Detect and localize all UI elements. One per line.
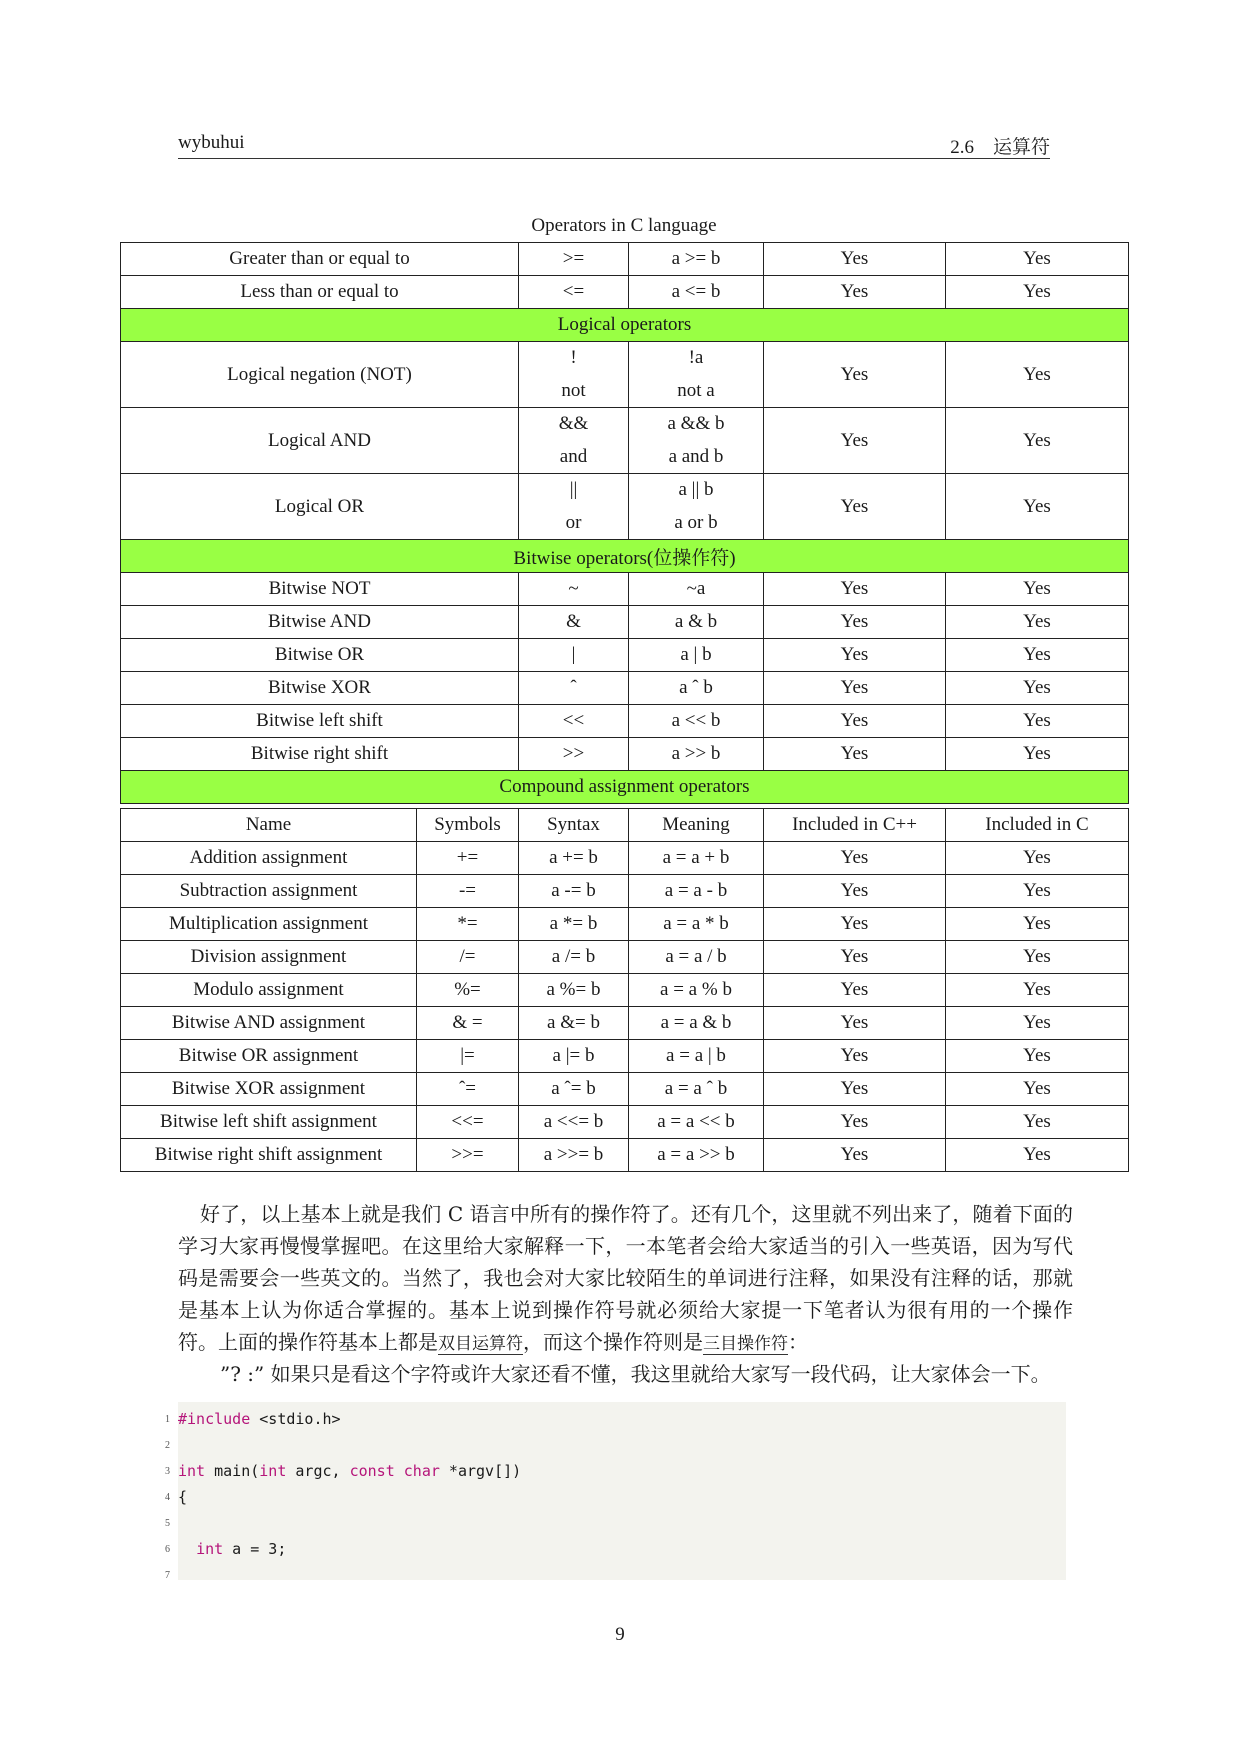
table-row	[121, 243, 1129, 276]
table-cell: a <<= b	[519, 1106, 629, 1139]
column-header: Included in C++	[764, 809, 946, 842]
code-line	[165, 1540, 1058, 1566]
table-cell: Yes	[946, 842, 1129, 875]
table-cell: Yes	[764, 1007, 946, 1040]
table-cell: Yes	[764, 1139, 946, 1172]
table-caption: Operators in C language	[531, 215, 717, 236]
code-token	[178, 1540, 196, 1558]
table-cell: Yes	[946, 908, 1129, 941]
syntax-cell: a && b	[629, 408, 764, 441]
table-cell: a << b	[629, 705, 764, 738]
table-cell: >>	[519, 738, 629, 771]
table-cell: Yes	[946, 1073, 1129, 1106]
table-row	[121, 941, 1129, 974]
table-cell: a >= b	[629, 243, 764, 276]
table-cell: a += b	[519, 842, 629, 875]
c-support-cell: Yes	[946, 408, 1129, 474]
table-cell: a = a + b	[629, 842, 764, 875]
table-cell: >=	[519, 243, 629, 276]
table-cell: Less than or equal to	[121, 276, 519, 309]
code-line	[165, 1488, 1058, 1514]
table-cell: Yes	[764, 875, 946, 908]
table-cell: Subtraction assignment	[121, 875, 417, 908]
header-author: wybuhui	[178, 132, 245, 153]
table-cell: a >>= b	[519, 1139, 629, 1172]
code-token: *argv[])	[439, 1462, 522, 1480]
code-text	[178, 1488, 187, 1506]
code-text	[178, 1410, 341, 1428]
line-number: 6	[165, 1544, 170, 1555]
table-group-row	[121, 540, 1129, 573]
table-row	[121, 974, 1129, 1007]
code-token: argc,	[286, 1462, 350, 1480]
table-row	[121, 573, 1129, 606]
table-cell: a *= b	[519, 908, 629, 941]
table-cell: a ˆ= b	[519, 1073, 629, 1106]
table-cell: Yes	[764, 639, 946, 672]
line-number: 3	[165, 1466, 170, 1477]
line-number: 2	[165, 1440, 170, 1451]
code-text	[178, 1540, 286, 1558]
table-cell: Division assignment	[121, 941, 417, 974]
table-row	[121, 1040, 1129, 1073]
table-cell: Greater than or equal to	[121, 243, 519, 276]
column-header: Symbols	[417, 809, 519, 842]
table-cell: Bitwise right shift assignment	[121, 1139, 417, 1172]
table-cell: Yes	[764, 672, 946, 705]
table-cell: Yes	[946, 1007, 1129, 1040]
term-binary-operator: 双目运算符	[438, 1334, 523, 1354]
table-cell: -=	[417, 875, 519, 908]
line-number: 7	[165, 1570, 170, 1581]
table-cell: a -= b	[519, 875, 629, 908]
table-cell: Modulo assignment	[121, 974, 417, 1007]
table-cell: *=	[417, 908, 519, 941]
column-header: Syntax	[519, 809, 629, 842]
syntax-cell: !a	[629, 342, 764, 375]
table-cell: ~	[519, 573, 629, 606]
table-cell: a |= b	[519, 1040, 629, 1073]
table-cell: Yes	[764, 1073, 946, 1106]
cpp-support-cell: Yes	[764, 342, 946, 408]
code-line	[165, 1566, 1058, 1592]
code-keyword: int	[259, 1462, 287, 1480]
table-cell: Bitwise XOR	[121, 672, 519, 705]
table-cell: Multiplication assignment	[121, 908, 417, 941]
table-row	[121, 639, 1129, 672]
table-cell: Yes	[764, 243, 946, 276]
table-cell: Yes	[946, 276, 1129, 309]
table-cell: &	[519, 606, 629, 639]
table-cell: Yes	[946, 974, 1129, 1007]
paragraph-text: 好了，以上基本上就是我们 C 语言中所有的操作符了。还有几个，这里就不列出来了，随着下面的学习大家再慢慢掌握吧。在这里给大家解释一下，一本笔者会给大家适当的引入一些英语，因为写代码是需要会一些英文的。当然了，我也会对大家比较陌生的单词进行注释，如果没有注释的话，那就是基本上认为你适合掌握的。基本上说到操作符号就必须给大家提一下笔者认为很有用的一个操作符。上面的操作符基本上都是	[178, 1202, 1073, 1354]
table-cell: Yes	[946, 243, 1129, 276]
table-cell: Yes	[946, 573, 1129, 606]
code-line	[165, 1514, 1058, 1540]
table-cell: a <= b	[629, 276, 764, 309]
table-cell: a & b	[629, 606, 764, 639]
table-cell: a ˆ b	[629, 672, 764, 705]
table-cell: a &= b	[519, 1007, 629, 1040]
table-row	[121, 738, 1129, 771]
table-cell: Yes	[764, 1106, 946, 1139]
table-cell: Yes	[946, 941, 1129, 974]
group-heading: Bitwise operators(位操作符)	[121, 540, 1129, 573]
table-group-row	[121, 771, 1129, 804]
syntax-cell: a || b	[629, 474, 764, 507]
table-cell: Yes	[946, 1139, 1129, 1172]
table-cell: Yes	[764, 1040, 946, 1073]
table-row	[121, 1073, 1129, 1106]
table-cell: Yes	[946, 1106, 1129, 1139]
table-cell: ˆ=	[417, 1073, 519, 1106]
c-support-cell: Yes	[946, 474, 1129, 540]
line-number: 1	[165, 1414, 170, 1425]
code-keyword: int	[196, 1540, 224, 1558]
table-cell: |=	[417, 1040, 519, 1073]
syntax-alt-cell: a and b	[629, 441, 764, 474]
code-line	[165, 1436, 1058, 1462]
paragraph-text-mid: ，而这个操作符则是	[523, 1330, 703, 1354]
page-number: 9	[615, 1624, 625, 1645]
table-cell: %=	[417, 974, 519, 1007]
table-cell: Yes	[764, 606, 946, 639]
symbol-alt-cell: not	[519, 375, 629, 408]
paragraph-operators-summary	[178, 1198, 1073, 1360]
code-keyword: const	[349, 1462, 395, 1480]
operator-name-cell: Logical AND	[121, 408, 519, 474]
table-cell: Yes	[764, 908, 946, 941]
table-row	[121, 672, 1129, 705]
code-keyword: int	[178, 1462, 206, 1480]
table-cell: a = a | b	[629, 1040, 764, 1073]
compound-assignment-table	[120, 808, 1129, 1172]
table-cell: Bitwise AND assignment	[121, 1007, 417, 1040]
table-row	[121, 1106, 1129, 1139]
table-cell: Yes	[946, 1040, 1129, 1073]
table-cell: Yes	[764, 974, 946, 1007]
operator-name-cell: Logical OR	[121, 474, 519, 540]
table-row	[121, 705, 1129, 738]
column-header: Meaning	[629, 809, 764, 842]
code-line	[165, 1410, 1058, 1436]
table-cell: Yes	[764, 738, 946, 771]
group-heading: Compound assignment operators	[121, 771, 1129, 804]
table-row	[121, 342, 1129, 375]
table-cell: a = a / b	[629, 941, 764, 974]
table-row	[121, 842, 1129, 875]
column-header: Name	[121, 809, 417, 842]
table-header-row	[121, 809, 1129, 842]
table-cell: & =	[417, 1007, 519, 1040]
table-cell: Yes	[946, 672, 1129, 705]
code-line	[165, 1462, 1058, 1488]
table-row	[121, 276, 1129, 309]
code-block	[165, 1402, 1066, 1581]
table-cell: a /= b	[519, 941, 629, 974]
table-cell: Yes	[946, 738, 1129, 771]
table-cell: /=	[417, 941, 519, 974]
table-cell: Bitwise XOR assignment	[121, 1073, 417, 1106]
code-keyword: char	[403, 1462, 440, 1480]
running-header	[178, 132, 1050, 159]
syntax-alt-cell: a or b	[629, 507, 764, 540]
line-number: 4	[165, 1492, 170, 1503]
table-cell: a = a - b	[629, 875, 764, 908]
cpp-support-cell: Yes	[764, 474, 946, 540]
table-cell: Yes	[946, 639, 1129, 672]
line-number: 5	[165, 1518, 170, 1529]
table-cell: Bitwise OR	[121, 639, 519, 672]
symbol-alt-cell: and	[519, 441, 629, 474]
table-cell: Yes	[946, 606, 1129, 639]
table-cell: Bitwise left shift assignment	[121, 1106, 417, 1139]
header-section: 2.6 运算符	[950, 137, 1050, 158]
symbol-cell: &&	[519, 408, 629, 441]
table-cell: a = a & b	[629, 1007, 764, 1040]
table-row	[121, 1007, 1129, 1040]
table-group-row	[121, 309, 1129, 342]
table-cell: Addition assignment	[121, 842, 417, 875]
table-cell: a = a * b	[629, 908, 764, 941]
code-token: a = 3;	[223, 1540, 287, 1558]
code-text	[178, 1462, 521, 1480]
cpp-support-cell: Yes	[764, 408, 946, 474]
table-row	[121, 408, 1129, 441]
table-cell: <=	[519, 276, 629, 309]
table-cell: <<=	[417, 1106, 519, 1139]
table-cell: Bitwise OR assignment	[121, 1040, 417, 1073]
table-cell: a = a << b	[629, 1106, 764, 1139]
table-cell: a = a ˆ b	[629, 1073, 764, 1106]
code-token: {	[178, 1488, 188, 1506]
table-cell: Yes	[764, 573, 946, 606]
c-support-cell: Yes	[946, 342, 1129, 408]
syntax-alt-cell: not a	[629, 375, 764, 408]
table-cell: a = a % b	[629, 974, 764, 1007]
table-cell: Yes	[946, 705, 1129, 738]
symbol-alt-cell: or	[519, 507, 629, 540]
table-cell: <<	[519, 705, 629, 738]
symbol-cell: ||	[519, 474, 629, 507]
table-row	[121, 875, 1129, 908]
operator-name-cell: Logical negation (NOT)	[121, 342, 519, 408]
table-row	[121, 908, 1129, 941]
term-ternary-operator: 三目操作符	[703, 1334, 788, 1354]
table-cell: Bitwise left shift	[121, 705, 519, 738]
table-cell: ~a	[629, 573, 764, 606]
column-header: Included in C	[946, 809, 1129, 842]
table-row	[121, 606, 1129, 639]
table-row	[121, 1139, 1129, 1172]
table-cell: a | b	[629, 639, 764, 672]
code-keyword: #include	[178, 1410, 251, 1428]
operators-table-part1	[120, 242, 1129, 804]
table-cell: ˆ	[519, 672, 629, 705]
table-cell: Yes	[764, 842, 946, 875]
table-cell: |	[519, 639, 629, 672]
table-cell: Bitwise NOT	[121, 573, 519, 606]
table-cell: a %= b	[519, 974, 629, 1007]
paragraph-ternary-intro: ”? :” 如果只是看这个字符或许大家还看不懂，我这里就给大家写一段代码，让大家体会一下。	[220, 1362, 1051, 1386]
symbol-cell: !	[519, 342, 629, 375]
table-row	[121, 474, 1129, 507]
table-cell: Bitwise right shift	[121, 738, 519, 771]
code-token	[395, 1462, 404, 1480]
paragraph-text-end: ：	[788, 1330, 808, 1354]
group-heading: Logical operators	[121, 309, 1129, 342]
table-cell: >>=	[417, 1139, 519, 1172]
table-cell: Yes	[764, 705, 946, 738]
table-cell: +=	[417, 842, 519, 875]
table-cell: a = a >> b	[629, 1139, 764, 1172]
table-cell: Bitwise AND	[121, 606, 519, 639]
table-cell: Yes	[764, 276, 946, 309]
table-cell: Yes	[946, 875, 1129, 908]
code-token: <stdio.h>	[250, 1410, 341, 1428]
code-token: main(	[205, 1462, 260, 1480]
table-cell: Yes	[764, 941, 946, 974]
table-cell: a >> b	[629, 738, 764, 771]
